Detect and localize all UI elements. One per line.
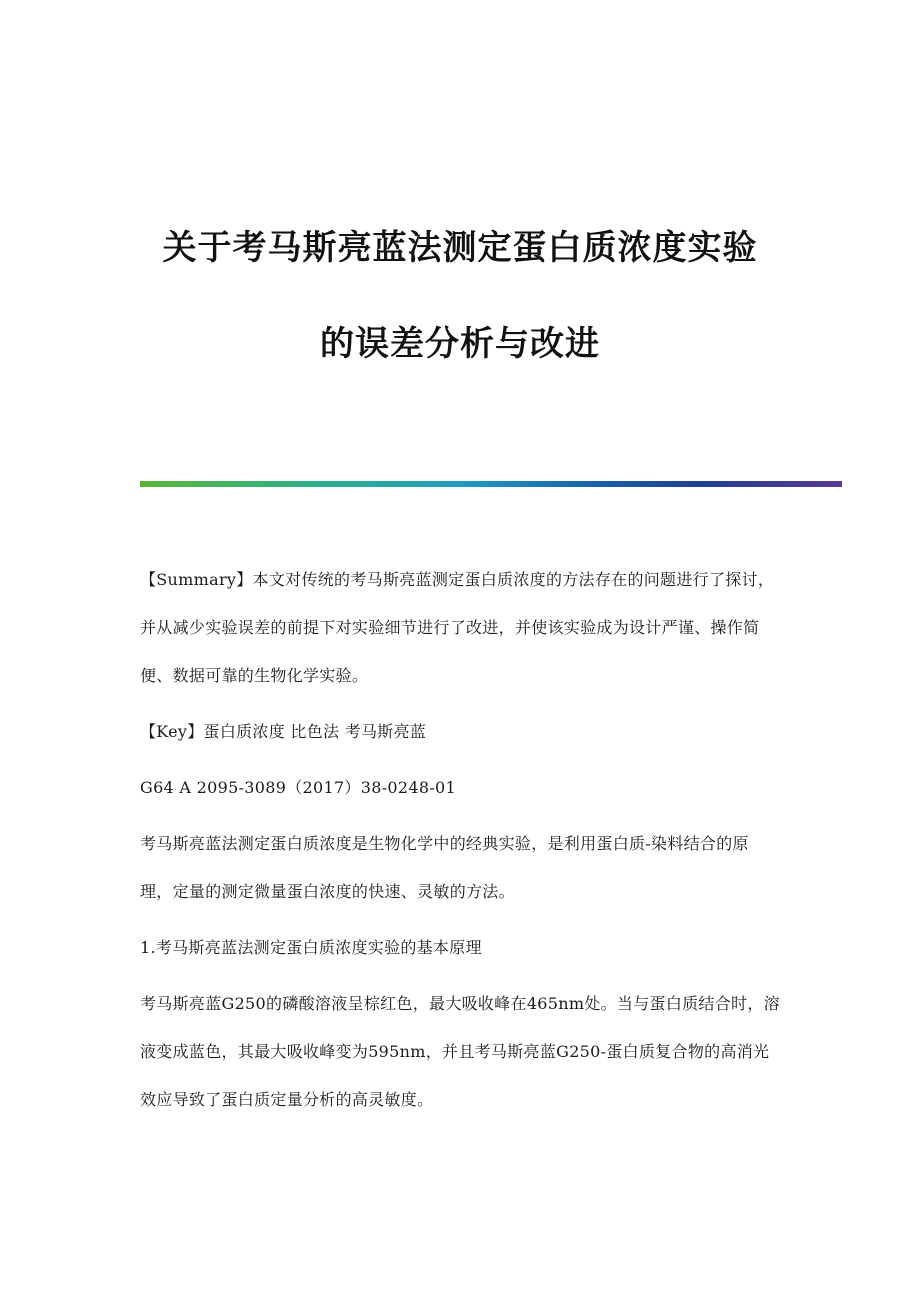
keywords-text: 蛋白质浓度 比色法 考马斯亮蓝 <box>203 722 427 741</box>
section-1-paragraph: 考马斯亮蓝G250的磷酸溶液呈棕红色，最大吸收峰在465nm处。当与蛋白质结合时，溶液变成蓝色，其最大吸收峰变为595nm，并且考马斯亮蓝G250-蛋白质复合物的高消光效应导致了蛋白质定量分析的高灵敏度。 <box>140 994 780 1109</box>
intro-paragraph: 考马斯亮蓝法测定蛋白质浓度是生物化学中的经典实验，是利用蛋白质-染料结合的原理，定量的测定微量蛋白浓度的快速、灵敏的方法。 <box>140 834 749 901</box>
keywords-paragraph <box>140 708 780 756</box>
document-title-line-2: 的误差分析与改进 <box>320 324 600 364</box>
gradient-divider <box>140 481 842 487</box>
summary-paragraph <box>140 556 780 700</box>
keywords-label: 【Key】 <box>140 722 204 741</box>
classification-code: G64 A 2095-3089（2017）38-0248-01 <box>140 778 456 797</box>
document-title-line-1: 关于考马斯亮蓝法测定蛋白质浓度实验 <box>162 228 758 268</box>
summary-label: 【Summary】 <box>140 570 253 589</box>
section-1-heading: 1.考马斯亮蓝法测定蛋白质浓度实验的基本原理 <box>140 938 482 957</box>
summary-text: 本文对传统的考马斯亮蓝测定蛋白质浓度的方法存在的问题进行了探讨，并从减少实验误差的前提下对实验细节进行了改进，并使该实验成为设计严谨、操作简便、数据可靠的生物化学实验。 <box>140 570 775 685</box>
